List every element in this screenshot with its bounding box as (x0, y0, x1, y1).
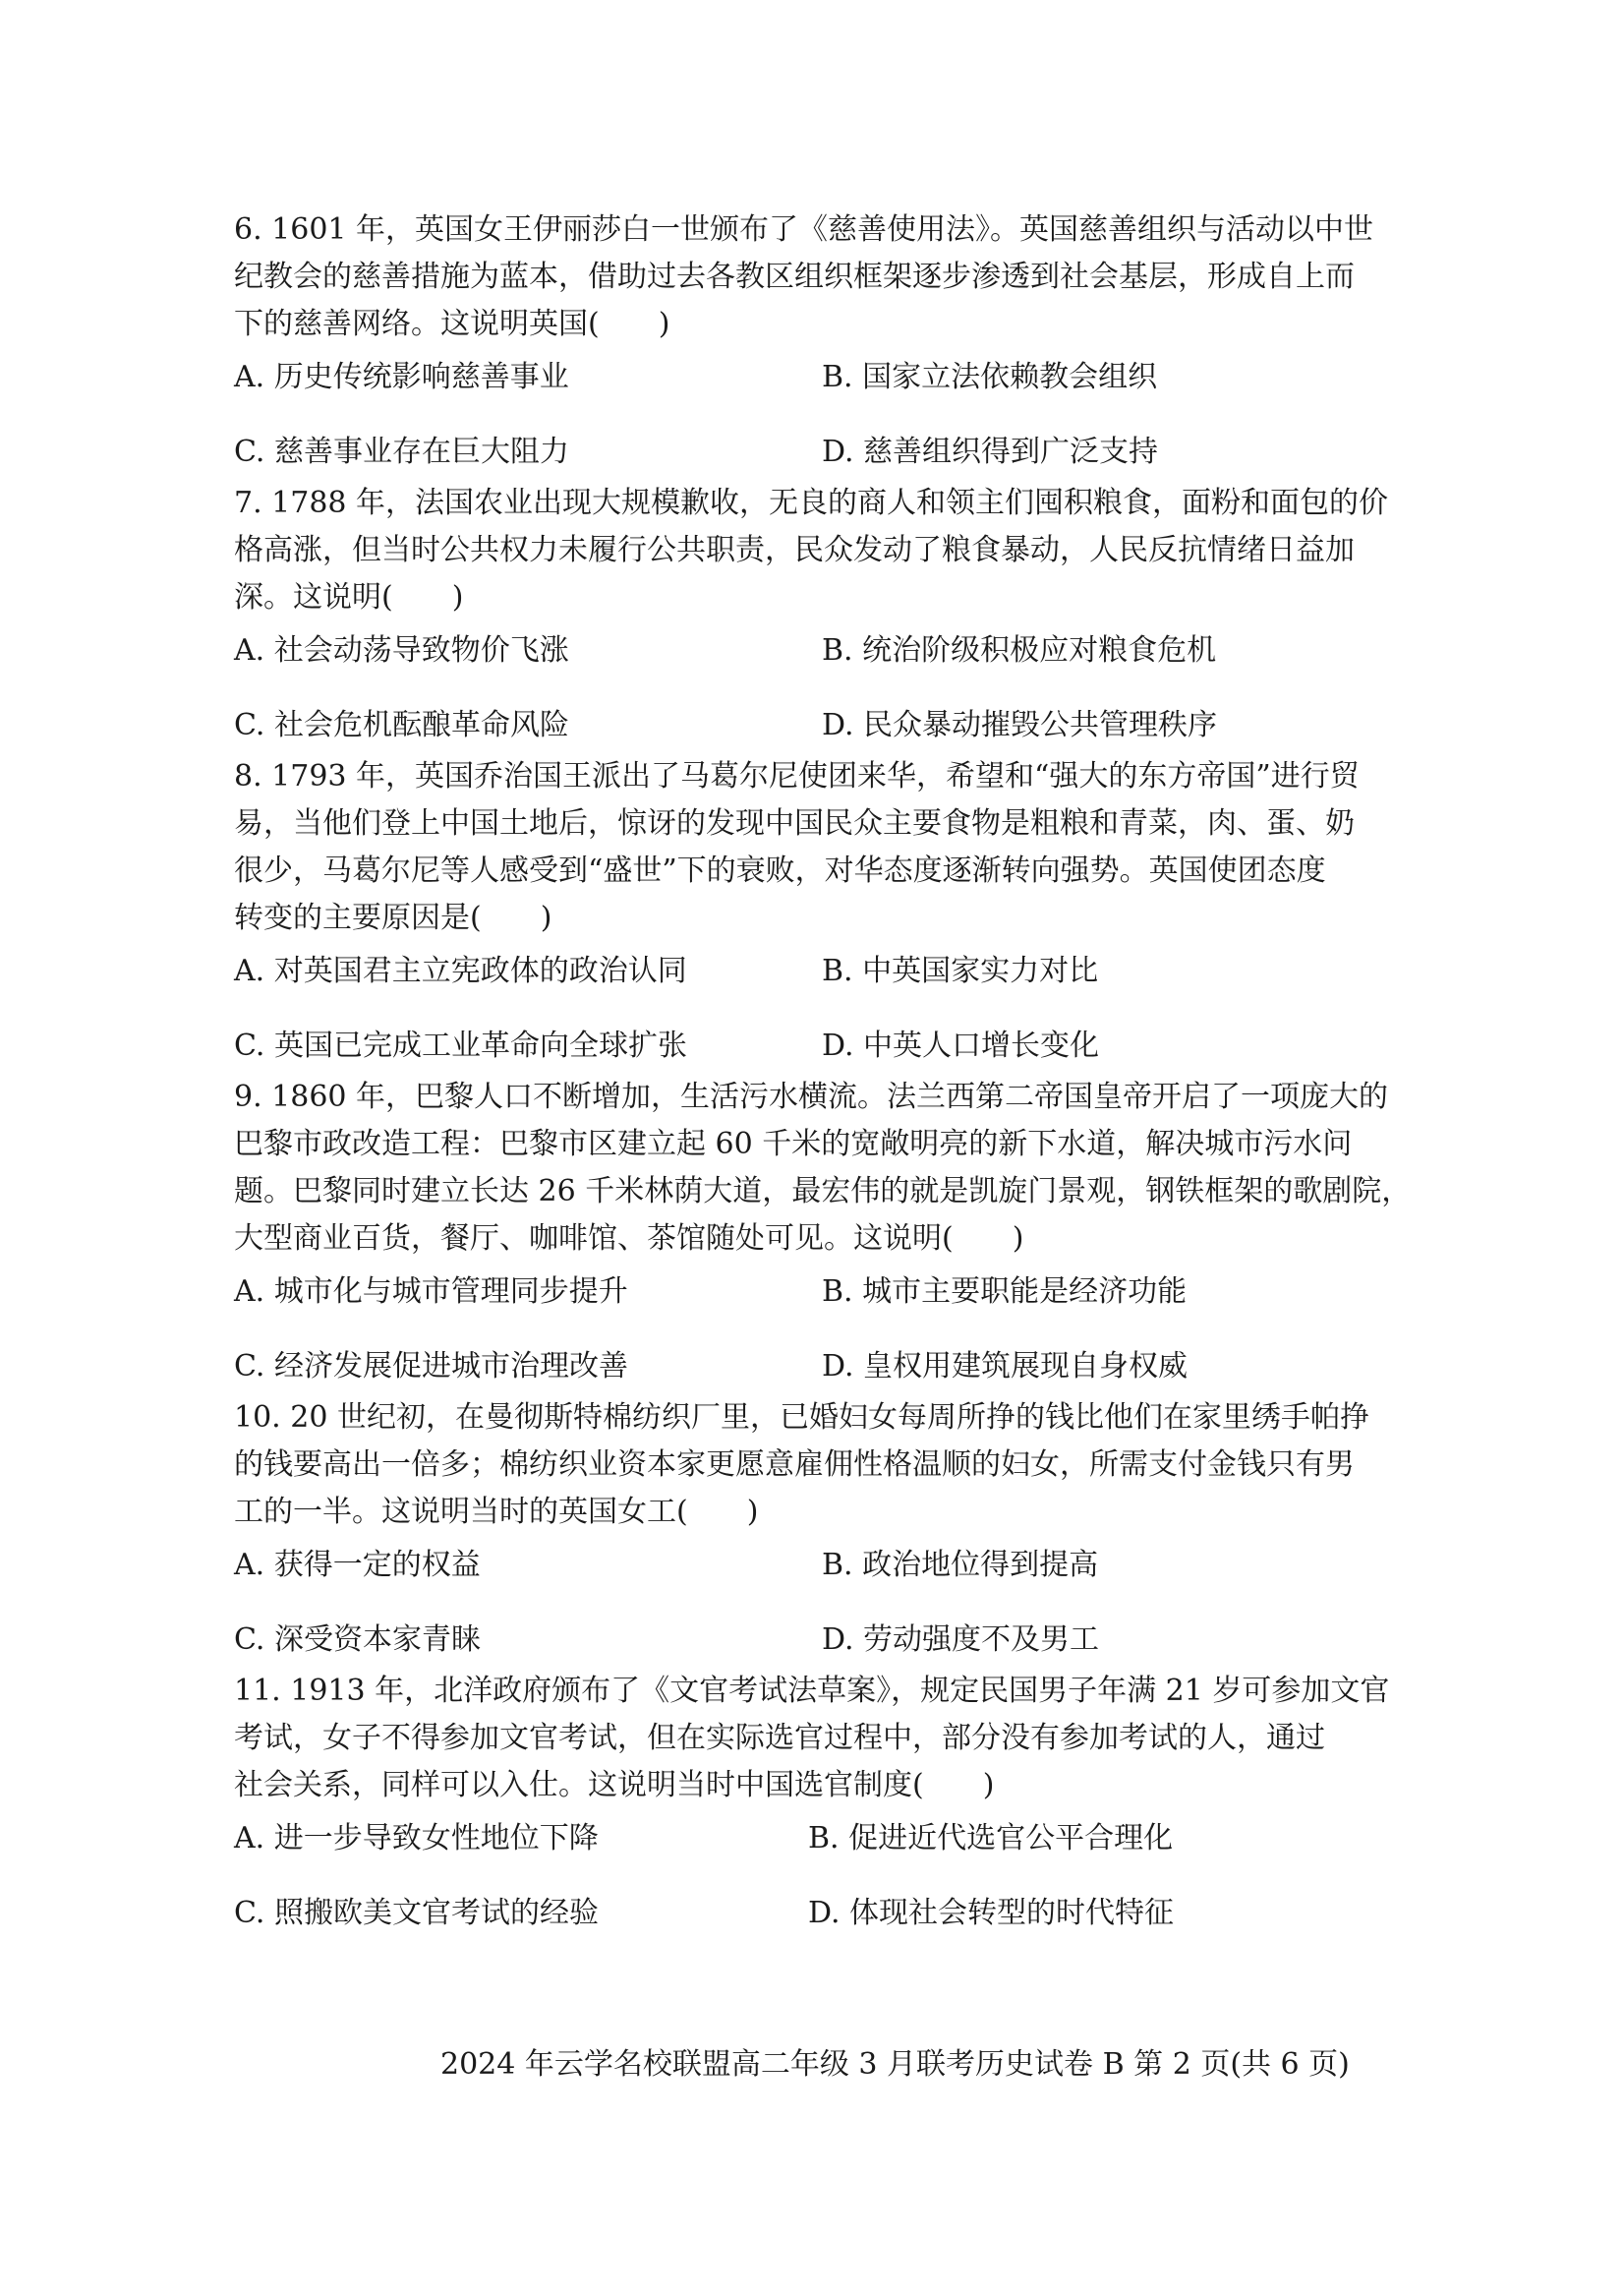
question-6-line-2: 纪教会的慈善措施为蓝本，借助过去各教区组织框架逐步渗透到社会基层，形成自上而 (234, 260, 1355, 294)
question-11-option-a: A. 进一步导致女性地位下降 (234, 1821, 599, 1855)
question-8-option-b: B. 中英国家实力对比 (822, 954, 1099, 988)
question-6-option-c: C. 慈善事业存在巨大阻力 (234, 435, 569, 469)
question-7-option-d: D. 民众暴动摧毁公共管理秩序 (822, 708, 1218, 742)
question-11-line-3: 社会关系，同样可以入仕。这说明当时中国选官制度( ) (234, 1768, 995, 1802)
question-10-option-d: D. 劳动强度不及男工 (822, 1622, 1100, 1657)
question-10-line-3: 工的一半。这说明当时的英国女工( ) (234, 1495, 759, 1529)
question-7-line-1: 7. 1788 年，法国农业出现大规模歉收，无良的商人和领主们囤积粮食，面粉和面包的价 (234, 486, 1389, 520)
question-9-option-b: B. 城市主要职能是经济功能 (822, 1274, 1188, 1309)
question-11-option-d: D. 体现社会转型的时代特征 (808, 1896, 1175, 1930)
question-7-option-b: B. 统治阶级积极应对粮食危机 (822, 633, 1217, 668)
question-11-line-1: 11. 1913 年，北洋政府颁布了《文官考试法草案》，规定民国男子年满 21 岁可参加文官 (234, 1674, 1390, 1708)
question-8-option-a: A. 对英国君主立宪政体的政治认同 (234, 954, 687, 988)
question-10-line-2: 的钱要高出一倍多；棉纺织业资本家更愿意雇佣性格温顺的妇女，所需支付金钱只有男 (234, 1447, 1355, 1482)
question-10-option-c: C. 深受资本家青睐 (234, 1622, 481, 1657)
question-6-option-d: D. 慈善组织得到广泛支持 (822, 435, 1159, 469)
question-9-line-1: 9. 1860 年，巴黎人口不断增加，生活污水横流。法兰西第二帝国皇帝开启了一项庞大的 (234, 1080, 1389, 1114)
question-7-option-c: C. 社会危机酝酿革命风险 (234, 708, 569, 742)
question-9-line-3: 题。巴黎同时建立长达 26 千米林荫大道，最宏伟的就是凯旋门景观，钢铁框架的歌剧院， (234, 1174, 1412, 1208)
question-9-option-c: C. 经济发展促进城市治理改善 (234, 1349, 628, 1383)
question-7-line-2: 格高涨，但当时公共权力未履行公共职责，民众发动了粮食暴动，人民反抗情绪日益加 (234, 533, 1355, 567)
question-8-option-d: D. 中英人口增长变化 (822, 1029, 1100, 1063)
question-10-option-a: A. 获得一定的权益 (234, 1548, 481, 1582)
page-footer: 2024 年云学名校联盟高二年级 3 月联考历史试卷 B 第 2 页(共 6 页) (440, 2047, 1350, 2082)
question-9-option-a: A. 城市化与城市管理同步提升 (234, 1274, 628, 1309)
question-10-option-b: B. 政治地位得到提高 (822, 1548, 1099, 1582)
question-6-line-3: 下的慈善网络。这说明英国( ) (234, 307, 670, 341)
question-10-line-1: 10. 20 世纪初，在曼彻斯特棉纺织厂里，已婚妇女每周所挣的钱比他们在家里绣手帕挣 (234, 1400, 1369, 1435)
question-7-option-a: A. 社会动荡导致物价飞涨 (234, 633, 569, 668)
question-6-option-b: B. 国家立法依赖教会组织 (822, 360, 1158, 394)
question-9-line-4: 大型商业百货，餐厅、咖啡馆、茶馆随处可见。这说明( ) (234, 1221, 1024, 1256)
question-11-option-b: B. 促进近代选官公平合理化 (808, 1821, 1174, 1855)
question-11-line-2: 考试，女子不得参加文官考试，但在实际选官过程中，部分没有参加考试的人，通过 (234, 1721, 1325, 1755)
question-6-option-a: A. 历史传统影响慈善事业 (234, 360, 569, 394)
question-6-line-1: 6. 1601 年，英国女王伊丽莎白一世颁布了《慈善使用法》。英国慈善组织与活动以中世 (234, 212, 1374, 247)
question-8-line-3: 很少，马葛尔尼等人感受到“盛世”下的衰败，对华态度逐渐转向强势。英国使团态度 (234, 854, 1326, 888)
question-8-option-c: C. 英国已完成工业革命向全球扩张 (234, 1029, 687, 1063)
question-8-line-1: 8. 1793 年，英国乔治国王派出了马葛尔尼使团来华，希望和“强大的东方帝国”进行贸 (234, 759, 1360, 794)
question-8-line-2: 易，当他们登上中国土地后，惊讶的发现中国民众主要食物是粗粮和青菜，肉、蛋、奶 (234, 806, 1355, 841)
question-7-line-3: 深。这说明( ) (234, 580, 464, 615)
question-9-line-2: 巴黎市政改造工程：巴黎市区建立起 60 千米的宽敞明亮的新下水道，解决城市污水问 (234, 1127, 1353, 1161)
question-9-option-d: D. 皇权用建筑展现自身权威 (822, 1349, 1189, 1383)
question-8-line-4: 转变的主要原因是( ) (234, 901, 552, 935)
question-11-option-c: C. 照搬欧美文官考试的经验 (234, 1896, 599, 1930)
